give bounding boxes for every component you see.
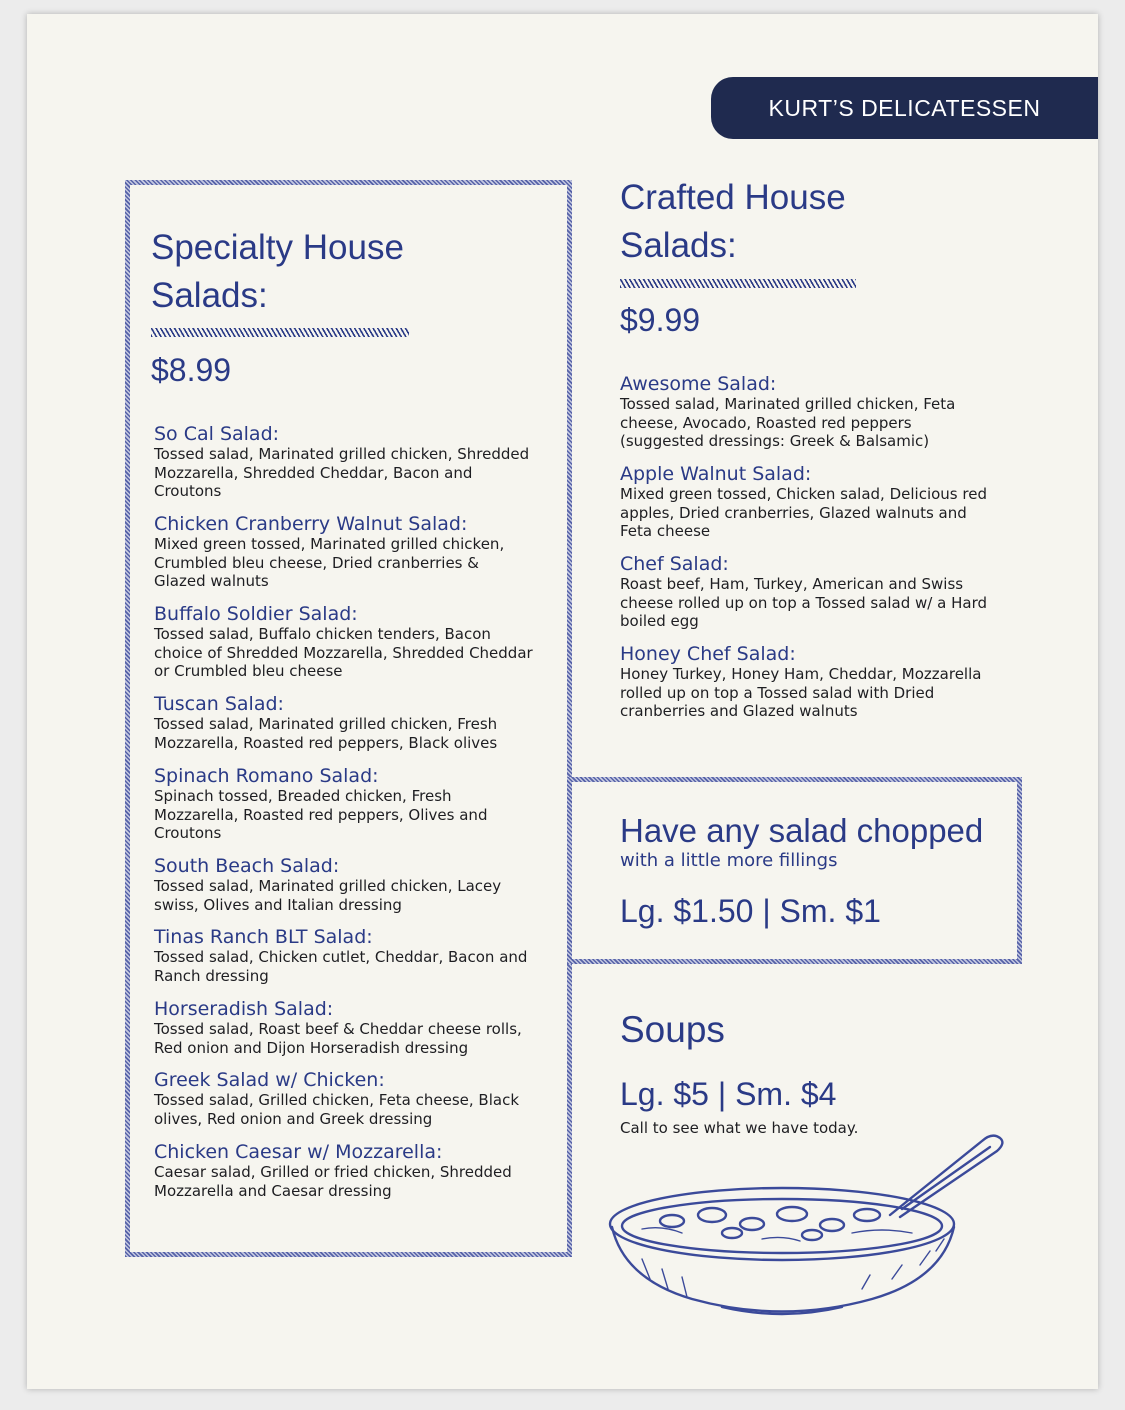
brand-name: KURT’S DELICATESSEN	[768, 94, 1041, 121]
menu-item-name: Honey Chef Salad:	[620, 643, 796, 665]
menu-item-name: Chicken Caesar w/ Mozzarella:	[154, 1141, 443, 1163]
chopped-subtitle: with a little more fillings	[620, 850, 838, 871]
menu-item	[154, 765, 534, 843]
menu-item	[154, 855, 534, 914]
menu-item-description: Tossed salad, Buffalo chicken tenders, Bacon choice of Shredded Mozzarella, Shredded Cheddar or Crumbled bleu cheese	[154, 625, 533, 681]
menu-item-name: South Beach Salad:	[154, 855, 340, 877]
menu-item	[154, 513, 534, 591]
menu-page	[27, 14, 1098, 1389]
divider-line	[567, 1004, 572, 1254]
menu-item	[620, 553, 1000, 631]
menu-item-description: Roast beef, Ham, Turkey, American and Swiss cheese rolled up on top a Tossed salad w/ a Hard boiled egg	[620, 575, 987, 631]
menu-item	[620, 373, 1000, 451]
soups-note: Call to see what we have today.	[620, 1119, 859, 1137]
menu-item-name: Buffalo Soldier Salad:	[154, 603, 358, 625]
menu-item	[154, 998, 534, 1057]
crafted-title-rule	[620, 279, 856, 288]
soup-bowl-icon	[602, 1129, 1012, 1329]
menu-item	[154, 693, 534, 752]
menu-item-name: Tinas Ranch BLT Salad:	[154, 926, 373, 948]
menu-item	[154, 603, 534, 681]
menu-item-description: Tossed salad, Marinated grilled chicken, Lacey swiss, Olives and Italian dressing	[154, 877, 502, 914]
brand-banner	[711, 77, 1098, 139]
menu-item	[154, 926, 534, 985]
specialty-title-line2: Salads:	[151, 276, 268, 315]
menu-item-name: Tuscan Salad:	[154, 693, 284, 715]
crafted-title	[620, 174, 846, 270]
menu-item	[154, 1069, 534, 1128]
menu-item-description: Tossed salad, Grilled chicken, Feta cheese, Black olives, Red onion and Greek dressing	[154, 1091, 520, 1128]
specialty-title	[151, 224, 404, 320]
menu-item-name: Chicken Cranberry Walnut Salad:	[154, 513, 468, 535]
menu-item-description: Mixed green tossed, Chicken salad, Delicious red apples, Dried cranberries, Glazed walnuts and Feta cheese	[620, 485, 987, 541]
soups-price: Lg. $5 | Sm. $4	[620, 1076, 837, 1112]
menu-item	[154, 1141, 534, 1200]
menu-item-name: Awesome Salad:	[620, 373, 777, 395]
menu-item-description: Tossed salad, Roast beef & Cheddar cheese rolls, Red onion and Dijon Horseradish dressing	[154, 1020, 522, 1057]
specialty-price: $8.99	[151, 352, 232, 388]
menu-item-description: Honey Turkey, Honey Ham, Cheddar, Mozzarella rolled up on top a Tossed salad with Dried cranberries and Glazed walnuts	[620, 665, 982, 721]
menu-item-description: Spinach tossed, Breaded chicken, Fresh Mozzarella, Roasted red peppers, Olives and Croutons	[154, 787, 488, 843]
menu-item-description: Caesar salad, Grilled or fried chicken, Shredded Mozzarella and Caesar dressing	[154, 1163, 512, 1200]
menu-item-description: Tossed salad, Marinated grilled chicken, Shredded Mozzarella, Shredded Cheddar, Bacon and Croutons	[154, 445, 530, 501]
crafted-price: $9.99	[620, 302, 701, 338]
menu-item-name: Spinach Romano Salad:	[154, 765, 379, 787]
crafted-title-line1: Crafted House	[620, 178, 846, 217]
menu-item-description: Mixed green tossed, Marinated grilled chicken, Crumbled bleu cheese, Dried cranberries & Glazed walnuts	[154, 535, 505, 591]
menu-item	[620, 463, 1000, 541]
menu-item-description: Tossed salad, Marinated grilled chicken, Feta cheese, Avocado, Roasted red peppers (suggested dressings: Greek & Balsamic)	[620, 395, 956, 451]
menu-item-description: Tossed salad, Marinated grilled chicken, Fresh Mozzarella, Roasted red peppers, Black olives	[154, 715, 498, 752]
crafted-title-line2: Salads:	[620, 226, 737, 265]
menu-item	[154, 423, 534, 501]
specialty-title-line1: Specialty House	[151, 228, 404, 267]
chopped-title: Have any salad chopped	[620, 812, 984, 849]
chopped-price: Lg. $1.50 | Sm. $1	[620, 893, 881, 929]
menu-item	[620, 643, 1000, 721]
specialty-title-rule	[151, 328, 409, 337]
menu-item-name: Horseradish Salad:	[154, 998, 334, 1020]
menu-item-name: Greek Salad w/ Chicken:	[154, 1069, 385, 1091]
menu-item-name: So Cal Salad:	[154, 423, 280, 445]
menu-item-description: Tossed salad, Chicken cutlet, Cheddar, Bacon and Ranch dressing	[154, 948, 528, 985]
menu-item-name: Apple Walnut Salad:	[620, 463, 812, 485]
menu-item-name: Chef Salad:	[620, 553, 729, 575]
soups-title: Soups	[620, 1009, 725, 1050]
